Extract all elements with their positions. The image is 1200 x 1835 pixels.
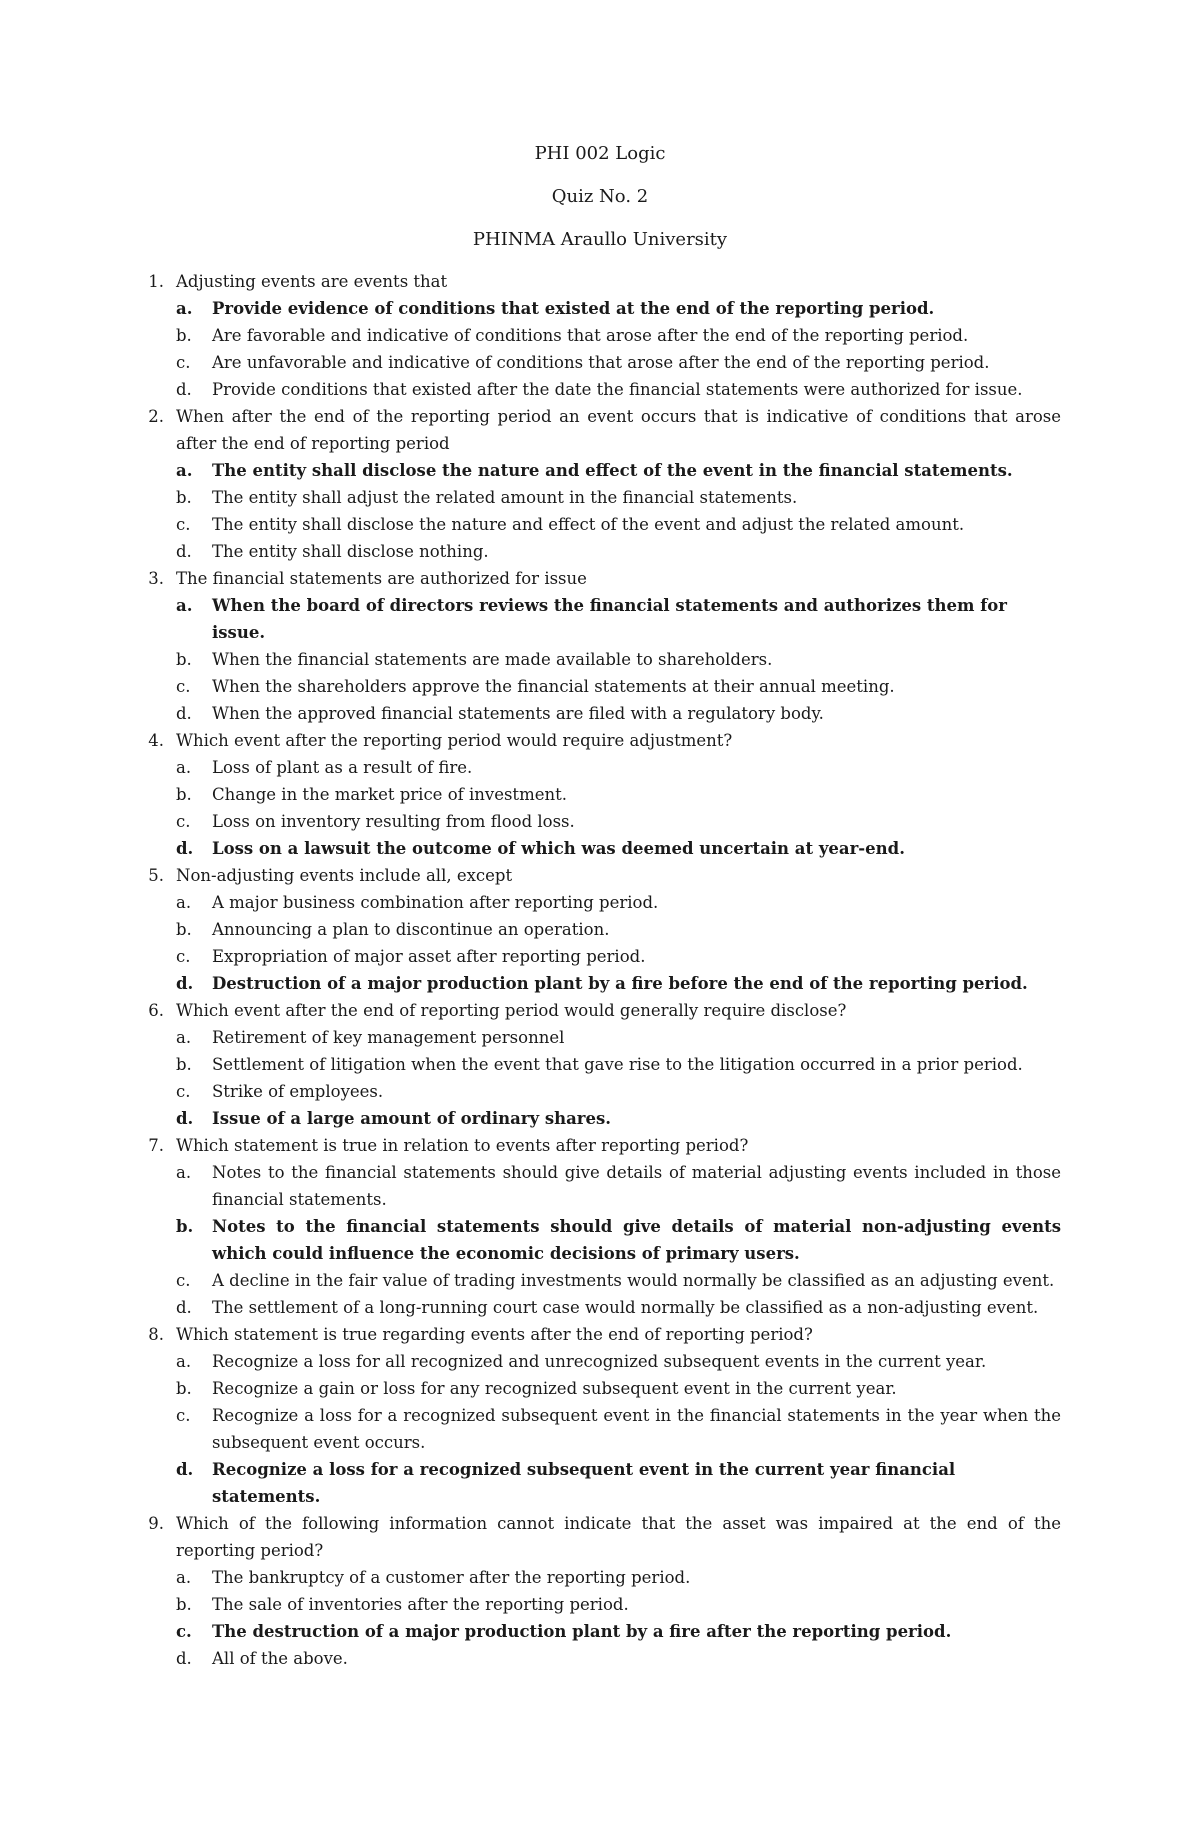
option-letter: c. <box>176 1271 191 1290</box>
option-text: Are unfavorable and indicative of conditions that arose after the end of the reporting period. <box>212 353 990 372</box>
option-letter: d. <box>176 839 194 858</box>
option-letter: a. <box>176 1568 192 1587</box>
answer-option <box>176 1078 1061 1105</box>
option-letter: b. <box>176 1217 194 1236</box>
question-item <box>141 1510 1061 1672</box>
question-number: 3. <box>148 569 164 588</box>
question-number: 5. <box>148 866 164 885</box>
option-text: When the approved financial statements are filed with a regulatory body. <box>212 704 824 723</box>
option-text: The bankruptcy of a customer after the reporting period. <box>212 1568 691 1587</box>
option-text: Issue of a large amount of ordinary shares. <box>212 1109 612 1128</box>
option-text: The sale of inventories after the reporting period. <box>212 1595 629 1614</box>
question-item <box>141 727 1061 862</box>
question-item <box>141 1321 1061 1510</box>
answer-option <box>176 943 1061 970</box>
option-text: Notes to the financial statements should give details of material non-adjusting events which could influence the economic decisions of primary users. <box>212 1217 1061 1263</box>
option-letter: a. <box>176 299 193 318</box>
question-list <box>141 268 1061 1672</box>
option-letter: b. <box>176 326 192 345</box>
option-letter: d. <box>176 380 192 399</box>
option-letter: d. <box>176 1460 194 1479</box>
answer-option-correct <box>176 457 1061 484</box>
question-text: Which of the following information cannot indicate that the asset was impaired at the end of the reporting period? <box>176 1514 1061 1560</box>
option-letter: a. <box>176 893 192 912</box>
answer-option-correct <box>176 1456 1061 1510</box>
answer-option <box>176 1267 1061 1294</box>
question-text: When after the end of the reporting period an event occurs that is indicative of conditions that arose after the end of reporting period <box>176 407 1061 453</box>
option-letter: c. <box>176 812 191 831</box>
question-text: Adjusting events are events that <box>176 272 448 291</box>
option-text: The destruction of a major production plant by a fire after the reporting period. <box>212 1622 952 1641</box>
answer-option <box>176 916 1061 943</box>
option-text: Provide conditions that existed after the date the financial statements were authorized for issue. <box>212 380 1023 399</box>
option-text: Settlement of litigation when the event that gave rise to the litigation occurred in a prior period. <box>212 1055 1023 1074</box>
answer-option <box>176 322 1061 349</box>
option-list <box>176 754 1061 862</box>
option-letter: c. <box>176 677 191 696</box>
option-text: Are favorable and indicative of conditions that arose after the end of the reporting period. <box>212 326 969 345</box>
option-letter: c. <box>176 1406 191 1425</box>
answer-option-correct <box>176 835 1061 862</box>
answer-option <box>176 511 1061 538</box>
answer-option <box>176 1051 1061 1078</box>
answer-option-correct <box>176 970 1061 997</box>
option-text: All of the above. <box>212 1649 348 1668</box>
option-text: Change in the market price of investment. <box>212 785 567 804</box>
answer-option-correct <box>176 1105 1061 1132</box>
option-list <box>176 1564 1061 1672</box>
quiz-title: Quiz No. 2 <box>551 186 649 207</box>
question-text: Which event after the end of reporting period would generally require disclose? <box>176 1001 847 1020</box>
option-text: When the shareholders approve the financial statements at their annual meeting. <box>212 677 895 696</box>
answer-option <box>176 1294 1061 1321</box>
answer-option <box>176 646 1061 673</box>
answer-option-correct <box>176 1213 1061 1267</box>
option-letter: a. <box>176 1352 192 1371</box>
option-letter: b. <box>176 785 192 804</box>
answer-option <box>176 1591 1061 1618</box>
answer-option <box>176 1645 1061 1672</box>
option-list <box>176 1159 1061 1321</box>
option-list <box>176 457 1061 565</box>
answer-option <box>176 808 1061 835</box>
question-number: 6. <box>148 1001 164 1020</box>
option-letter: c. <box>176 1082 191 1101</box>
option-letter: c. <box>176 515 191 534</box>
option-letter: b. <box>176 1595 192 1614</box>
answer-option <box>176 349 1061 376</box>
option-text: Notes to the financial statements should give details of material adjusting events included in those financial statements. <box>212 1163 1061 1209</box>
option-text: Loss of plant as a result of fire. <box>212 758 473 777</box>
option-letter: c. <box>176 947 191 966</box>
option-letter: a. <box>176 461 193 480</box>
option-letter: a. <box>176 1028 192 1047</box>
question-number: 4. <box>148 731 164 750</box>
option-text: A decline in the fair value of trading investments would normally be classified as an adjusting event. <box>212 1271 1055 1290</box>
question-item <box>141 1132 1061 1321</box>
answer-option-correct <box>176 1618 1061 1645</box>
option-text: Provide evidence of conditions that existed at the end of the reporting period. <box>212 299 935 318</box>
answer-option <box>176 754 1061 781</box>
option-text: A major business combination after reporting period. <box>212 893 659 912</box>
option-letter: b. <box>176 920 192 939</box>
option-letter: d. <box>176 1649 192 1668</box>
answer-option <box>176 889 1061 916</box>
question-number: 1. <box>148 272 164 291</box>
option-list <box>176 592 1061 727</box>
answer-option <box>176 673 1061 700</box>
school-name: PHINMA Araullo University <box>472 229 728 250</box>
option-text: Recognize a gain or loss for any recognized subsequent event in the current year. <box>212 1379 897 1398</box>
option-letter: b. <box>176 650 192 669</box>
option-list <box>176 889 1061 997</box>
option-text: Recognize a loss for all recognized and unrecognized subsequent events in the current year. <box>212 1352 987 1371</box>
option-text: Strike of employees. <box>212 1082 384 1101</box>
question-number: 9. <box>148 1514 164 1533</box>
question-text: Which statement is true regarding events after the end of reporting period? <box>176 1325 813 1344</box>
option-text: Recognize a loss for a recognized subsequent event in the current year financial statements. <box>212 1460 956 1506</box>
option-letter: a. <box>176 1163 192 1182</box>
question-text: Which statement is true in relation to events after reporting period? <box>176 1136 749 1155</box>
question-number: 8. <box>148 1325 164 1344</box>
answer-option <box>176 1024 1061 1051</box>
option-text: The entity shall disclose the nature and effect of the event and adjust the related amount. <box>212 515 965 534</box>
question-text: The financial statements are authorized for issue <box>176 569 587 588</box>
option-letter: a. <box>176 758 192 777</box>
option-letter: c. <box>176 1622 192 1641</box>
option-letter: b. <box>176 1055 192 1074</box>
option-text: Retirement of key management personnel <box>212 1028 565 1047</box>
answer-option <box>176 1159 1061 1213</box>
option-list <box>176 1024 1061 1132</box>
answer-option-correct <box>176 592 1061 646</box>
option-letter: a. <box>176 596 193 615</box>
question-item <box>141 565 1061 727</box>
option-text: Expropriation of major asset after reporting period. <box>212 947 646 966</box>
option-letter: b. <box>176 1379 192 1398</box>
question-item <box>141 268 1061 403</box>
answer-option-correct <box>176 295 1061 322</box>
option-letter: d. <box>176 1109 194 1128</box>
option-text: Loss on inventory resulting from flood loss. <box>212 812 575 831</box>
option-text: Recognize a loss for a recognized subsequent event in the financial statements in the year when the subsequent event occurs. <box>212 1406 1061 1452</box>
answer-option <box>176 1375 1061 1402</box>
option-text: When the financial statements are made available to shareholders. <box>212 650 773 669</box>
answer-option <box>176 376 1061 403</box>
option-list <box>176 295 1061 403</box>
option-letter: d. <box>176 704 192 723</box>
option-letter: c. <box>176 353 191 372</box>
question-number: 2. <box>148 407 164 426</box>
answer-option <box>176 538 1061 565</box>
option-text: The entity shall disclose nothing. <box>212 542 489 561</box>
answer-option <box>176 1348 1061 1375</box>
option-text: The entity shall disclose the nature and effect of the event in the financial statements. <box>212 461 1013 480</box>
option-letter: b. <box>176 488 192 507</box>
option-text: When the board of directors reviews the financial statements and authorizes them for issue. <box>212 596 1008 642</box>
answer-option <box>176 1402 1061 1456</box>
option-text: Announcing a plan to discontinue an operation. <box>212 920 610 939</box>
course-title: PHI 002 Logic <box>534 143 666 164</box>
question-item <box>141 862 1061 997</box>
option-text: The entity shall adjust the related amount in the financial statements. <box>212 488 798 507</box>
answer-option <box>176 484 1061 511</box>
question-text: Non-adjusting events include all, except <box>176 866 513 885</box>
question-text: Which event after the reporting period would require adjustment? <box>176 731 733 750</box>
option-letter: d. <box>176 974 194 993</box>
option-text: Loss on a lawsuit the outcome of which was deemed uncertain at year-end. <box>212 839 905 858</box>
question-number: 7. <box>148 1136 164 1155</box>
answer-option <box>176 700 1061 727</box>
answer-option <box>176 1564 1061 1591</box>
option-text: The settlement of a long-running court case would normally be classified as a non-adjusting event. <box>212 1298 1039 1317</box>
option-text: Destruction of a major production plant by a fire before the end of the reporting period. <box>212 974 1028 993</box>
answer-option <box>176 781 1061 808</box>
question-item <box>141 403 1061 565</box>
option-list <box>176 1348 1061 1510</box>
question-item <box>141 997 1061 1132</box>
option-letter: d. <box>176 542 192 561</box>
option-letter: d. <box>176 1298 192 1317</box>
